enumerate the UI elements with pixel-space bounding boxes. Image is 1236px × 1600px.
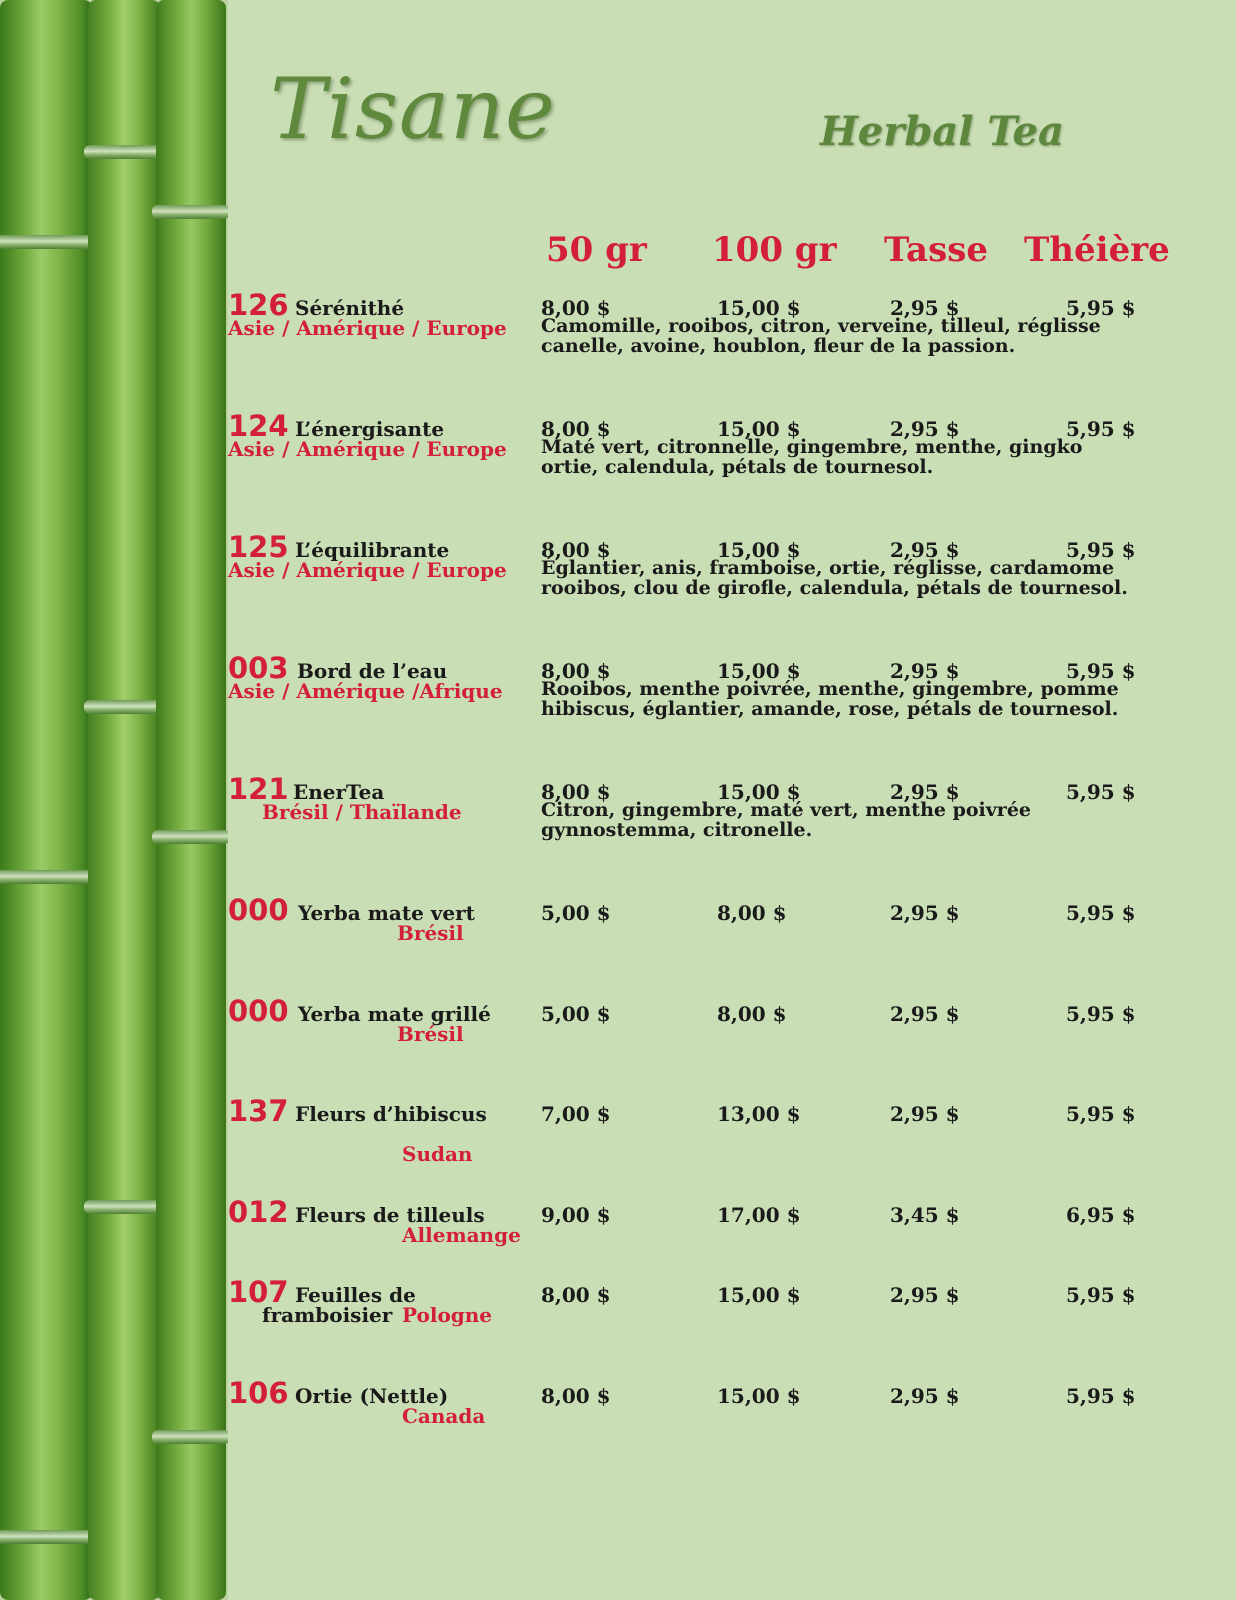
bamboo-node <box>152 205 228 219</box>
column-header-50gr: 50 gr <box>546 230 647 270</box>
price-theiere: 5,95 $ <box>1066 538 1136 562</box>
price-50gr: 8,00 $ <box>541 780 611 804</box>
price-50gr: 5,00 $ <box>541 1002 611 1026</box>
price-100gr: 15,00 $ <box>717 417 801 441</box>
bamboo-node <box>84 1200 164 1214</box>
bamboo-node <box>0 235 96 249</box>
price-theiere: 5,95 $ <box>1066 1283 1136 1307</box>
price-theiere: 6,95 $ <box>1066 1203 1136 1227</box>
description-line: canelle, avoine, houblon, fleur de la passion. <box>541 335 1016 357</box>
item-description <box>541 316 1101 356</box>
item-name-line2: framboisier <box>262 1303 393 1327</box>
column-header-theiere: Théière <box>1024 230 1170 270</box>
price-theiere: 5,95 $ <box>1066 417 1136 441</box>
item-origin: Brésil / Thaïlande <box>262 800 462 824</box>
price-tasse: 2,95 $ <box>890 901 960 925</box>
price-100gr: 15,00 $ <box>717 1384 801 1408</box>
price-theiere: 5,95 $ <box>1066 659 1136 683</box>
item-description <box>541 679 1119 719</box>
item-origin: Sudan <box>402 1142 473 1166</box>
price-50gr: 8,00 $ <box>541 417 611 441</box>
bamboo-node <box>152 1430 228 1444</box>
item-name: Feuilles de <box>295 1283 416 1307</box>
price-50gr: 8,00 $ <box>541 659 611 683</box>
price-tasse: 2,95 $ <box>890 1102 960 1126</box>
bamboo-stalk <box>88 0 160 1600</box>
page-subtitle: Herbal Tea <box>820 108 1064 155</box>
item-name: EnerTea <box>293 780 385 804</box>
price-tasse: 2,95 $ <box>890 296 960 320</box>
price-100gr: 15,00 $ <box>717 538 801 562</box>
price-50gr: 8,00 $ <box>541 296 611 320</box>
price-100gr: 15,00 $ <box>717 1283 801 1307</box>
item-number: 126 <box>228 288 289 322</box>
item-name: L’énergisante <box>295 417 445 441</box>
item-number: 125 <box>228 530 289 564</box>
item-number: 000 <box>228 994 289 1028</box>
bamboo-node <box>0 870 96 884</box>
price-100gr: 15,00 $ <box>717 780 801 804</box>
item-name: L’équilibrante <box>295 538 450 562</box>
item-name: Fleurs de tilleuls <box>295 1203 485 1227</box>
price-theiere: 5,95 $ <box>1066 1002 1136 1026</box>
price-50gr: 8,00 $ <box>541 1283 611 1307</box>
item-description <box>541 800 1031 840</box>
item-origin: Asie / Amérique /Afrique <box>228 679 503 703</box>
bamboo-stalk <box>0 0 92 1600</box>
item-origin: Brésil <box>397 1022 464 1046</box>
column-header-100gr: 100 gr <box>712 230 837 270</box>
bamboo-decoration <box>0 0 228 1600</box>
price-50gr: 9,00 $ <box>541 1203 611 1227</box>
price-theiere: 5,95 $ <box>1066 901 1136 925</box>
description-line: hibiscus, églantier, amande, rose, pétals de tournesol. <box>541 698 1119 720</box>
item-name: Ortie (Nettle) <box>295 1384 449 1408</box>
price-tasse: 2,95 $ <box>890 417 960 441</box>
price-tasse: 2,95 $ <box>890 1283 960 1307</box>
bamboo-stalk <box>156 0 226 1600</box>
description-line: Maté vert, citronnelle, gingembre, menthe, gingko <box>541 436 1083 458</box>
item-name: Bord de l’eau <box>297 659 448 683</box>
item-origin: Canada <box>402 1404 486 1428</box>
bamboo-node <box>84 145 164 159</box>
item-number: 000 <box>228 893 289 927</box>
description-line: Citron, gingembre, maté vert, menthe poivrée <box>541 799 1031 821</box>
item-origin: Asie / Amérique / Europe <box>228 558 507 582</box>
item-name: Yerba mate grillé <box>298 1002 491 1026</box>
price-100gr: 8,00 $ <box>717 901 787 925</box>
item-name: Yerba mate vert <box>298 901 475 925</box>
description-line: Rooibos, menthe poivrée, menthe, gingembre, pomme <box>541 678 1119 700</box>
price-tasse: 2,95 $ <box>890 538 960 562</box>
item-origin: Pologne <box>402 1303 493 1327</box>
item-description <box>541 437 1082 477</box>
price-theiere: 5,95 $ <box>1066 780 1136 804</box>
item-origin: Allemange <box>402 1223 521 1247</box>
description-line: gynnostemma, citronelle. <box>541 819 813 841</box>
price-100gr: 17,00 $ <box>717 1203 801 1227</box>
price-tasse: 2,95 $ <box>890 1384 960 1408</box>
page-title: Tisane <box>270 60 556 158</box>
price-100gr: 15,00 $ <box>717 659 801 683</box>
price-theiere: 5,95 $ <box>1066 296 1136 320</box>
price-50gr: 5,00 $ <box>541 901 611 925</box>
bamboo-node <box>84 700 164 714</box>
item-number: 003 <box>228 651 289 685</box>
item-origin: Brésil <box>397 921 464 945</box>
description-line: rooibos, clou de girofle, calendula, pétals de tournesol. <box>541 577 1128 599</box>
bamboo-node <box>152 830 228 844</box>
item-number: 107 <box>228 1275 289 1309</box>
item-description <box>541 558 1128 598</box>
price-tasse: 3,45 $ <box>890 1203 960 1227</box>
price-tasse: 2,95 $ <box>890 780 960 804</box>
item-name: Fleurs d’hibiscus <box>295 1102 487 1126</box>
price-theiere: 5,95 $ <box>1066 1384 1136 1408</box>
description-line: ortie, calendula, pétals de tournesol. <box>541 456 934 478</box>
price-tasse: 2,95 $ <box>890 1002 960 1026</box>
price-50gr: 8,00 $ <box>541 1384 611 1408</box>
column-header-tasse: Tasse <box>884 230 988 270</box>
price-theiere: 5,95 $ <box>1066 1102 1136 1126</box>
description-line: Églantier, anis, framboise, ortie, réglisse, cardamome <box>541 557 1115 579</box>
price-tasse: 2,95 $ <box>890 659 960 683</box>
price-50gr: 7,00 $ <box>541 1102 611 1126</box>
item-origin: Asie / Amérique / Europe <box>228 316 507 340</box>
item-number: 106 <box>228 1376 289 1410</box>
price-100gr: 15,00 $ <box>717 296 801 320</box>
price-50gr: 8,00 $ <box>541 538 611 562</box>
item-number: 124 <box>228 409 289 443</box>
item-number: 137 <box>228 1094 289 1128</box>
bamboo-node <box>0 1530 96 1544</box>
item-origin: Asie / Amérique / Europe <box>228 437 507 461</box>
description-line: Camomille, rooibos, citron, verveine, tilleul, réglisse <box>541 315 1101 337</box>
item-number: 012 <box>228 1195 289 1229</box>
item-number: 121 <box>228 772 289 806</box>
item-name: Sérénithé <box>295 296 405 320</box>
price-100gr: 13,00 $ <box>717 1102 801 1126</box>
price-100gr: 8,00 $ <box>717 1002 787 1026</box>
